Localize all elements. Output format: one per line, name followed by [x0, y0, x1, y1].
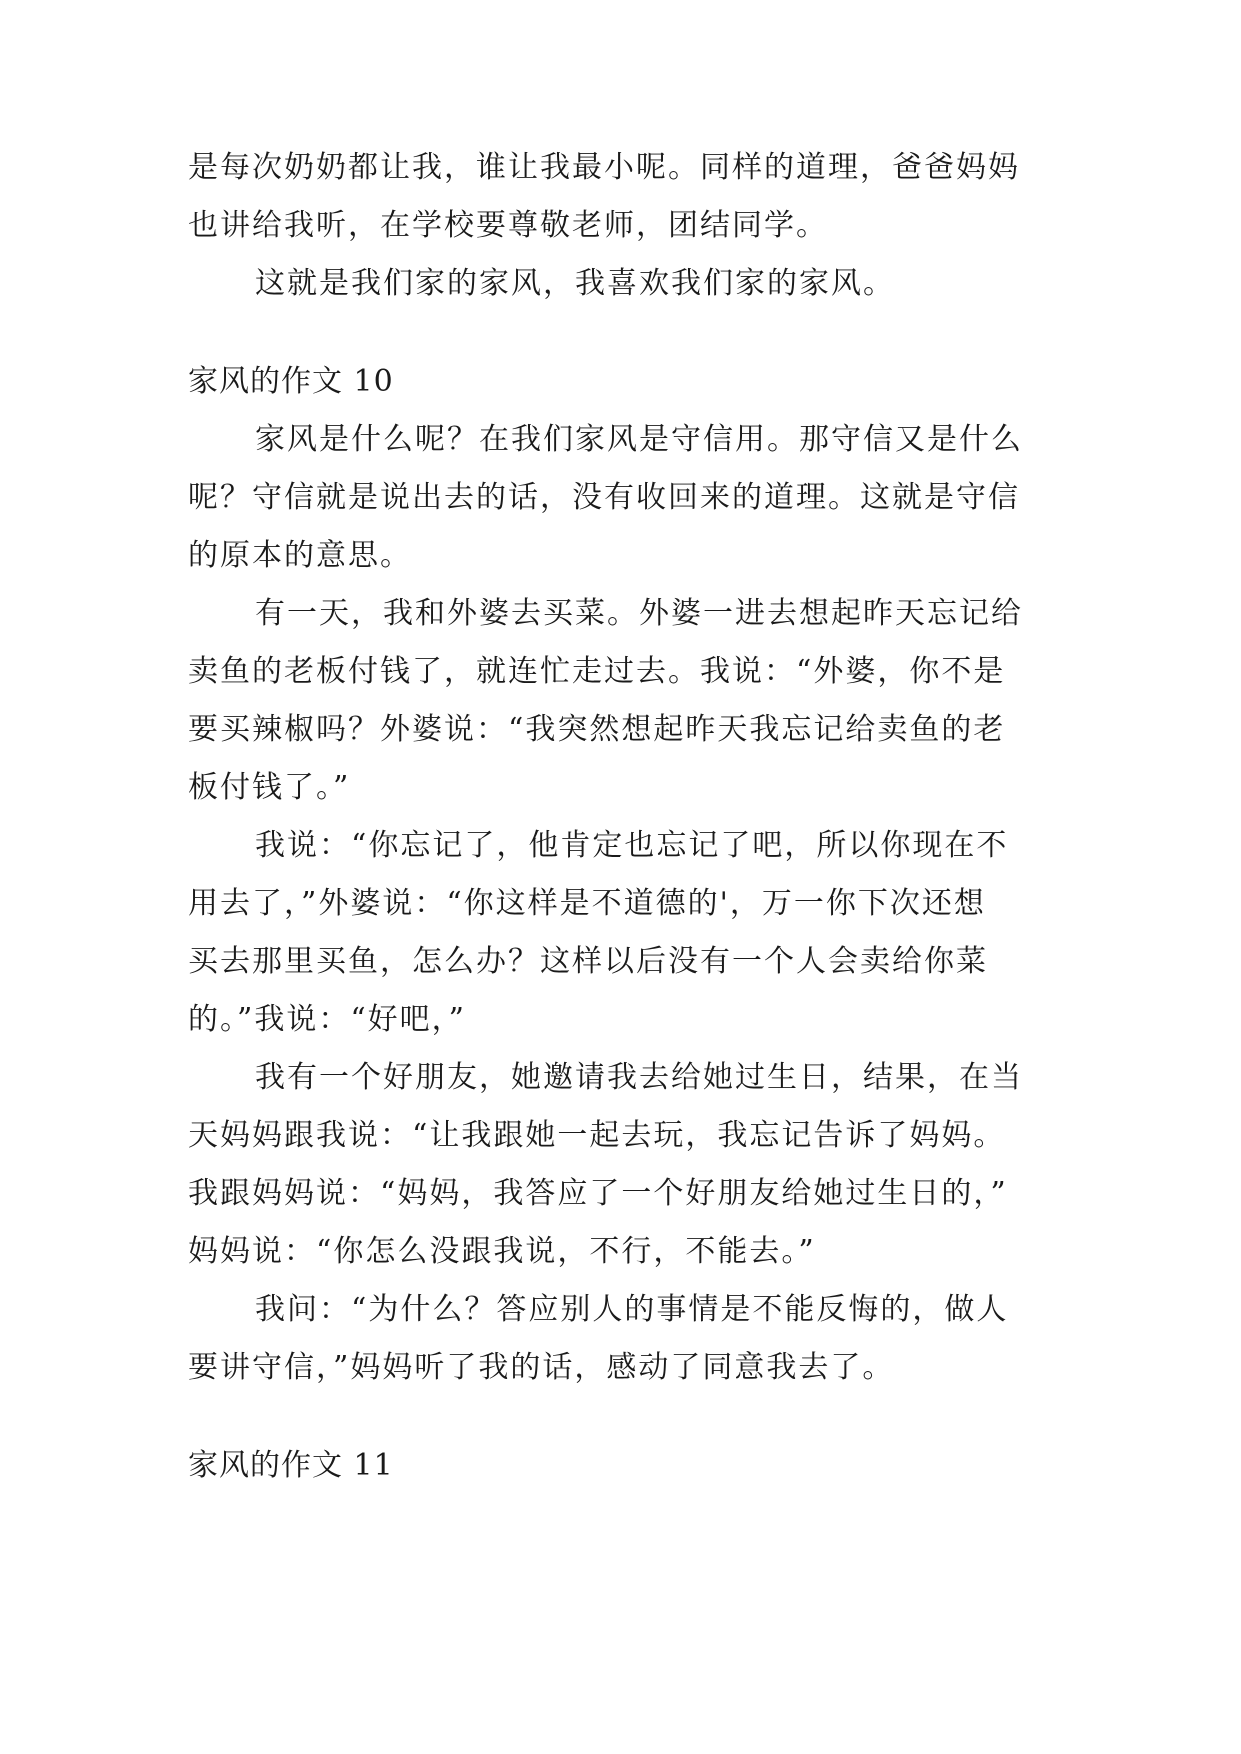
paragraph-line: 天妈妈跟我说：“让我跟她一起去玩，我忘记告诉了妈妈。 — [188, 1118, 1006, 1153]
paragraph-line: 买去那里买鱼，怎么办？这样以后没有一个人会卖给你菜 — [188, 944, 988, 979]
paragraph-line: 要买辣椒吗？外婆说：“我突然想起昨天我忘记给卖鱼的老 — [188, 712, 1006, 747]
paragraph-line: 我有一个好朋友，她邀请我去给她过生日，结果，在当 — [255, 1060, 1023, 1095]
paragraph-line: 是每次奶奶都让我，谁让我最小呢。同样的道理，爸爸妈妈 — [188, 150, 1020, 185]
paragraph-line: 呢？守信就是说出去的话，没有收回来的道理。这就是守信 — [188, 480, 1020, 515]
paragraph-line: 我跟妈妈说：“妈妈，我答应了一个好朋友给她过生日的，” — [188, 1176, 1008, 1211]
paragraph-line: 妈妈说：“你怎么没跟我说，不行，不能去。” — [188, 1234, 816, 1269]
paragraph-line: 板付钱了。” — [188, 770, 351, 805]
paragraph-line: 我说：“你忘记了，他肯定也忘记了吧，所以你现在不 — [255, 828, 1009, 863]
paragraph-line: 我问：“为什么？答应别人的事情是不能反悔的，做人 — [255, 1292, 1009, 1327]
section-heading: 家风的作文 11 — [188, 1448, 394, 1483]
paragraph-line: 有一天，我和外婆去买菜。外婆一进去想起昨天忘记给 — [255, 596, 1023, 631]
paragraph-line: 也讲给我听，在学校要尊敬老师，团结同学。 — [188, 208, 828, 243]
paragraph-line: 这就是我们家的家风，我喜欢我们家的家风。 — [255, 266, 895, 301]
paragraph-line: 的。”我说：“好吧，” — [188, 1002, 467, 1037]
section-heading: 家风的作文 10 — [188, 364, 394, 399]
paragraph-line: 要讲守信，”妈妈听了我的话，感动了同意我去了。 — [188, 1350, 895, 1385]
paragraph-line: 卖鱼的老板付钱了，就连忙走过去。我说：“外婆，你不是 — [188, 654, 1006, 689]
paragraph-line: 的原本的意思。 — [188, 538, 412, 573]
paragraph-line: 用去了，”外婆说：“你这样是不道德的'，万一你下次还想 — [188, 886, 986, 921]
paragraph-line: 家风是什么呢？在我们家风是守信用。那守信又是什么 — [255, 422, 1023, 457]
